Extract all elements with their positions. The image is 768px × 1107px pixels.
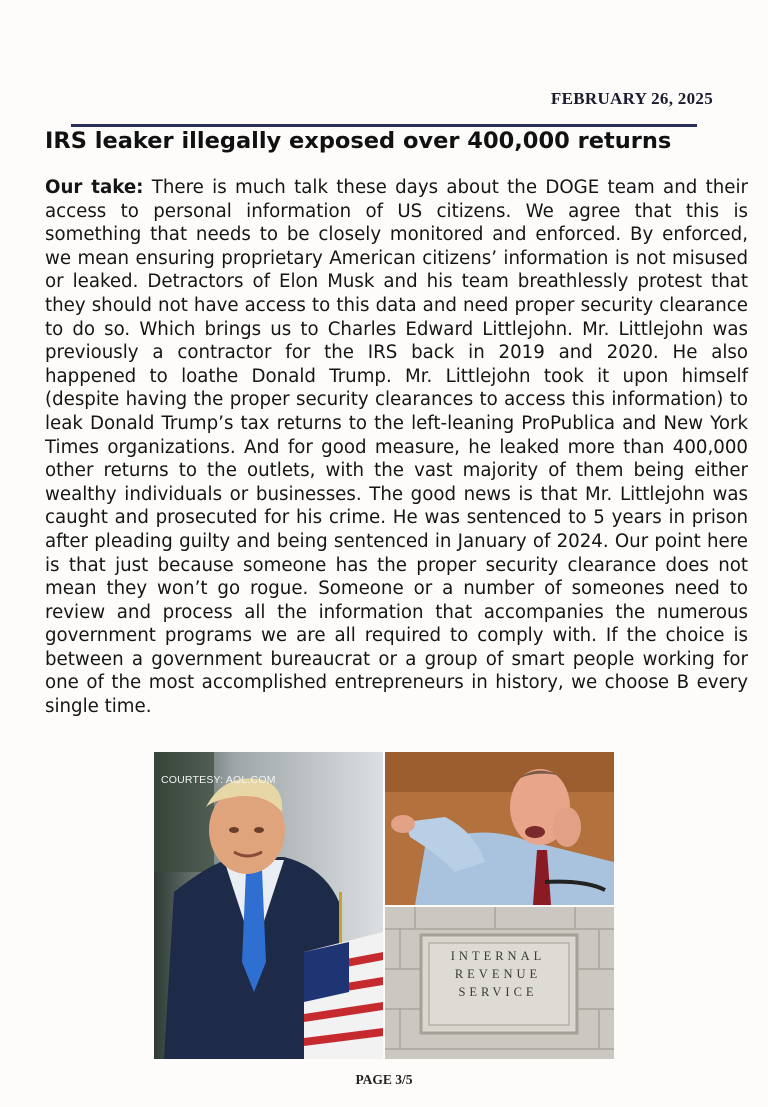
page-number: PAGE 3/5 <box>355 1072 413 1087</box>
trump-photo <box>154 752 383 1059</box>
article-date: FEBRUARY 26, 2025 <box>550 89 713 108</box>
irs-sign-line: REVENUE <box>454 967 542 981</box>
irs-sign-line: SERVICE <box>458 985 538 999</box>
irs-sign-text <box>433 947 563 1001</box>
article-headline: IRS leaker illegally exposed over 400,000 returns <box>45 128 672 154</box>
trump-illustration <box>154 752 383 1059</box>
article-body-text: There is much talk these days about the DOGE team and their access to personal information of US citizens. We agree that this is something that needs to be closely monitored and enforced. By enforced, we mean ensuring proprietary American citizens’ information is not misused or leaked. Detractors of Elon Musk and his team breathlessly protest that they should not have access to this data and need proper security clearance to do so. Which brings us to Charles Edward Littlejohn. Mr. Littlejohn was previously a contractor for the IRS back in 2019 and 2020. He also happened to loathe Donald Trump. Mr. Littlejohn took it upon himself (despite having the proper security clearances to access this information) to leak Donald Trump’s tax returns to the left-leaning ProPublica and New York Times organizations. And for good measure, he leaked more than 400,000 other returns to the outlets, with the vast majority of them being either wealthy individuals or businesses. The good news is that Mr. Littlejohn was caught and prosecuted for his crime. He was sentenced to 5 years in prison after pleading guilty and being sentenced in January of 2024. Our point here is that just because someone has the proper security clearance does not mean they won’t go rogue. Someone or a number of someones need to review and process all the information that accompanies the numerous government programs we are all required to comply with. If the choice is between a government bureaucrat or a group of smart people working for one of the most accomplished entrepreneurs in history, we choose B every single time. <box>45 177 748 718</box>
lead-label: Our take: <box>45 177 144 198</box>
jordan-photo <box>385 752 614 905</box>
photo-collage <box>154 752 614 1059</box>
image-credit: COURTESY: AOL.COM <box>161 774 276 786</box>
article-body <box>45 176 748 719</box>
irs-sign-photo <box>385 907 614 1059</box>
pointing-man-illustration <box>385 752 614 905</box>
irs-sign-line: INTERNAL <box>450 949 546 963</box>
